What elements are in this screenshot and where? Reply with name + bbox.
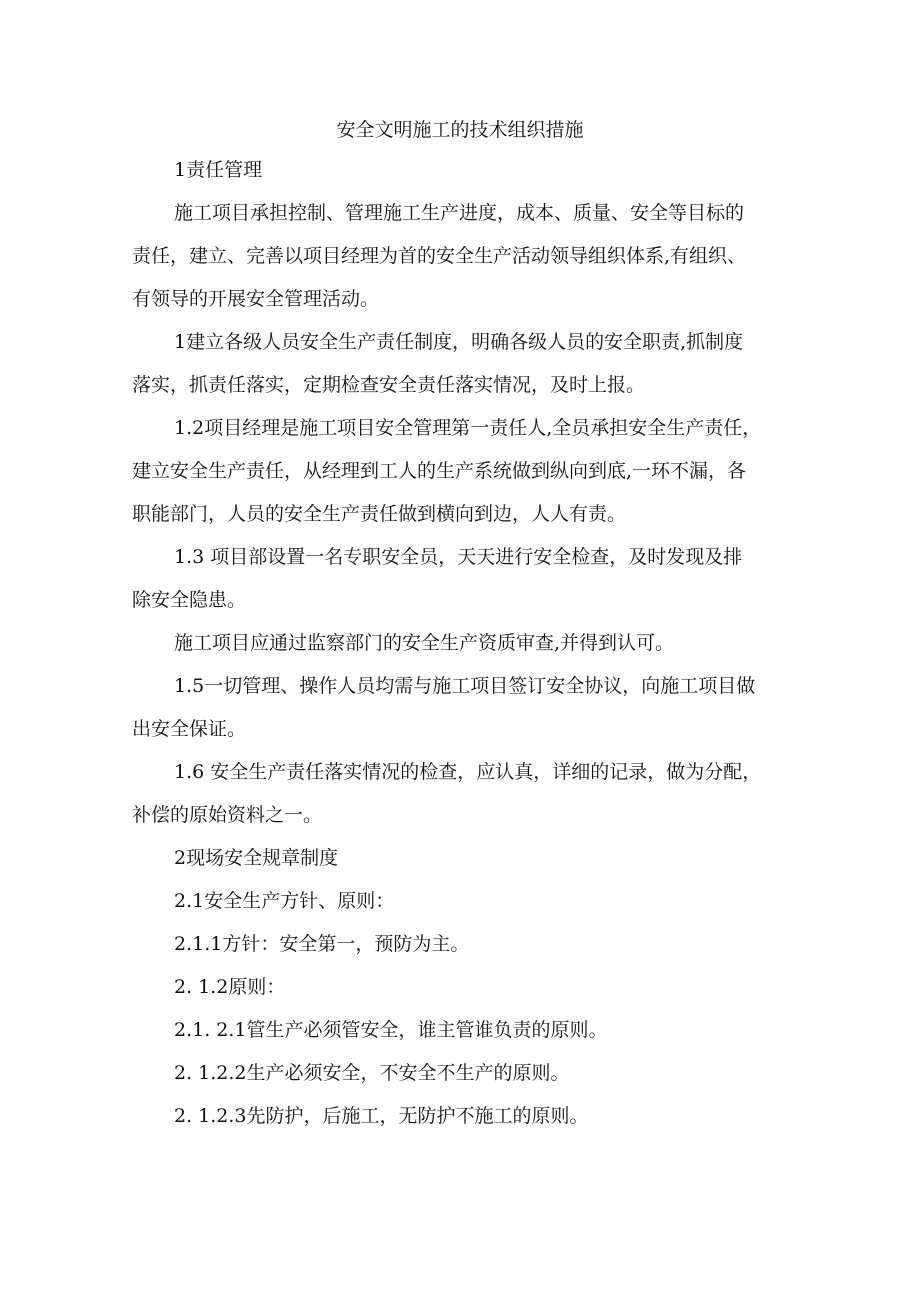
subsection-heading: 2.1安全生产方针、原则： [174, 890, 395, 912]
paragraph-line: 责任，建立、完善以项目经理为首的安全生产活动领导组织体系,有组织、 [132, 245, 747, 267]
list-item: 2. 1.2.2生产必须安全，不安全不生产的原则。 [174, 1062, 570, 1084]
paragraph-line: 施工项目承担控制、管理施工生产进度，成本、质量、安全等目标的 [174, 202, 745, 224]
paragraph-line: 出安全保证。 [132, 718, 247, 740]
paragraph-line: 1.5一切管理、操作人员均需与施工项目签订安全协议，向施工项目做 [174, 675, 756, 697]
paragraph-line: 1.6 安全生产责任落实情况的检查，应认真，详细的记录，做为分配， [174, 761, 762, 783]
section-heading-2: 2现场安全规章制度 [174, 847, 339, 869]
list-item: 2.1.1方针：安全第一，预防为主。 [174, 933, 470, 955]
paragraph-line: 1.2项目经理是施工项目安全管理第一责任人,全员承担安全生产责任， [174, 417, 762, 439]
paragraph-line: 除安全隐患。 [132, 589, 247, 611]
paragraph-line: 职能部门，人员的安全生产责任做到横向到边，人人有责。 [132, 503, 627, 525]
paragraph-line: 建立安全生产责任，从经理到工人的生产系统做到纵向到底,一环不漏，各 [132, 460, 747, 482]
bottom-spacer [132, 1138, 794, 1139]
section-heading-1: 1责任管理 [174, 159, 263, 181]
paragraph-line: 1建立各级人员安全生产责任制度，明确各级人员的安全职责,抓制度 [174, 331, 744, 353]
list-item: 2.1. 2.1管生产必须管安全，谁主管谁负责的原则。 [174, 1019, 608, 1041]
paragraph-line: 补偿的原始资料之一。 [132, 804, 323, 826]
document-title: 安全文明施工的技术组织措施 [336, 119, 584, 141]
paragraph-line: 有领导的开展安全管理活动。 [132, 288, 380, 310]
paragraph-line: 施工项目应通过监察部门的安全生产资质审查,并得到认可。 [174, 632, 675, 654]
document-body [132, 149, 794, 1139]
paragraph-line: 落实，抓责任落实，定期检查安全责任落实情况，及时上报。 [132, 374, 646, 396]
list-item: 2. 1.2原则： [174, 976, 286, 998]
paragraph-line: 1.3 项目部设置一名专职安全员，天天进行安全检查，及时发现及排 [174, 546, 743, 568]
list-item: 2. 1.2.3先防护，后施工，无防护不施工的原则。 [174, 1105, 589, 1127]
